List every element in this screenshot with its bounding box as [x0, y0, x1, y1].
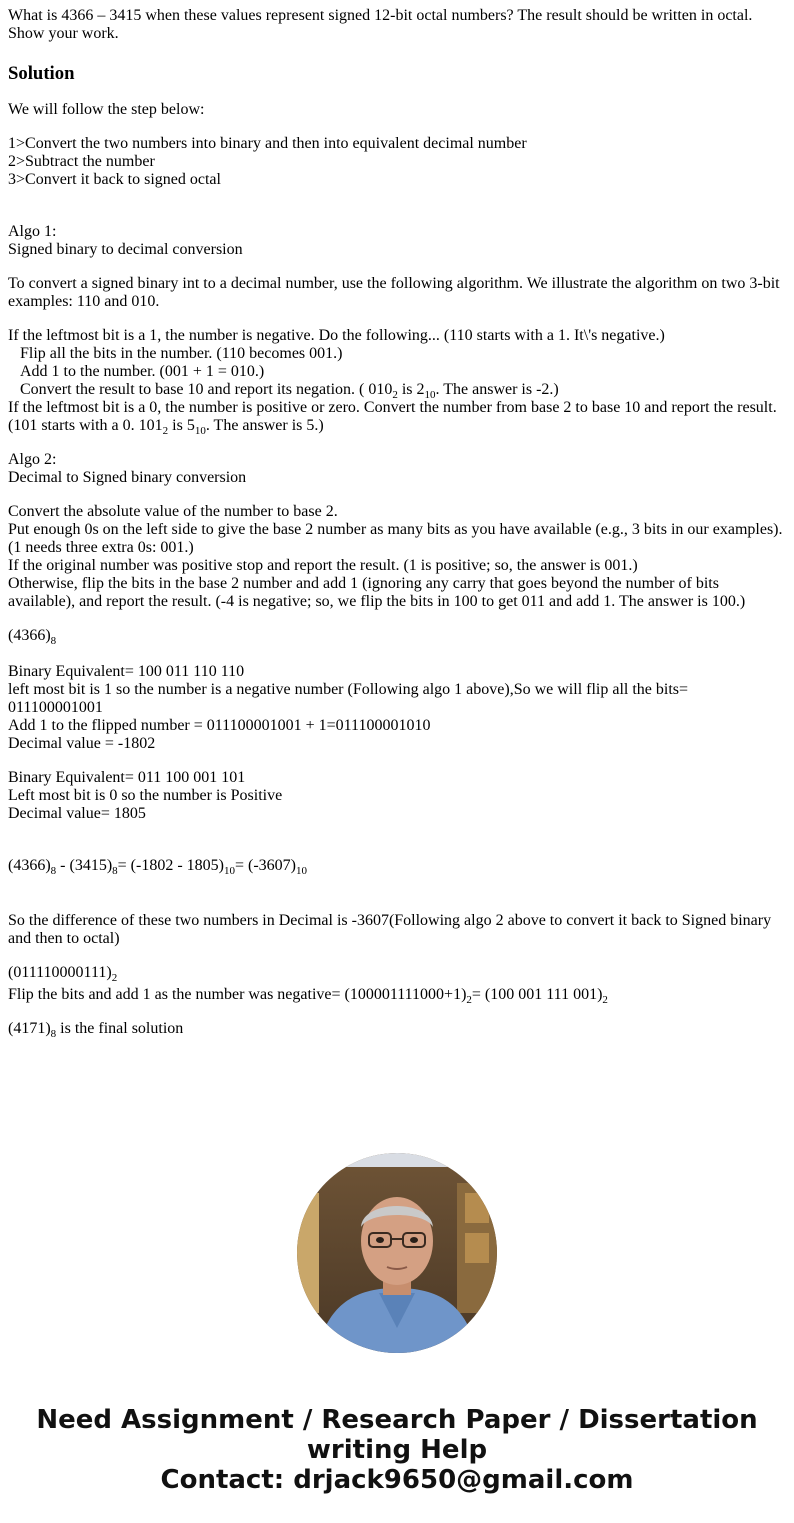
algo2-title: Decimal to Signed binary conversion	[8, 469, 247, 486]
banner-line: writing Help	[306, 1435, 488, 1465]
algo1-step-flip: Flip all the bits in the number. (110 becomes 001.)	[20, 345, 343, 362]
flip-line: Flip the bits and add 1 as the number was negative= $(100001111000+1)_2= (100$ 001 111 $001)_2$	[8, 986, 608, 1006]
algo2-lines	[8, 503, 786, 611]
number1-label: $(4366)_8$	[8, 627, 57, 647]
banner-line: Need Assignment / Research Paper / Dissertation	[36, 1405, 758, 1435]
work-line: left most bit is 1 so the number is a negative number (Following algo 1 above),So we will flip all the bits= 011100001001	[8, 681, 689, 716]
work-line: Add 1 to the flipped number = 011100001001 + 1=011100001010	[8, 717, 431, 734]
author-photo	[297, 1153, 497, 1353]
final-solution: $(4171)_8$ is the final solution	[8, 1020, 184, 1040]
step-item: 2>Subtract the number	[8, 153, 155, 170]
algo1-label: Algo 1:	[8, 223, 57, 240]
work-line: Decimal value = -1802	[8, 735, 156, 752]
algo2-heading	[8, 451, 786, 487]
work-line: Binary Equivalent= 100 011 110 110	[8, 663, 245, 680]
algo1-step-negation: Convert the result to base 10 and report its negation. ( $010_2$ is $2_{10}$. The answer is -2.)	[20, 381, 559, 401]
solution-heading: Solution	[8, 63, 75, 84]
subtraction-equation: $(4366)_8 - (3415)_8= (-1802 - 1805)_{10}= (-3607)_{10}$	[8, 857, 307, 877]
contact-banner	[0, 1405, 794, 1495]
number2-work	[8, 769, 786, 823]
difference-text: So the difference of these two numbers in Decimal is -3607(Following algo 2 above to convert it back to Signed binary and then to octal)	[8, 912, 772, 947]
number1-work	[8, 663, 786, 753]
author-avatar	[297, 1153, 497, 1353]
binary-result: $(011110000111)_2$	[8, 964, 118, 984]
work-line: Left most bit is 0 so the number is Positive	[8, 787, 283, 804]
step-item: 1>Convert the two numbers into binary and then into equivalent decimal number	[8, 135, 527, 152]
intro-text: We will follow the step below:	[8, 101, 205, 118]
algo1-heading	[8, 223, 786, 259]
step-item: 3>Convert it back to signed octal	[8, 171, 221, 188]
algo2-line: Otherwise, flip the bits in the base 2 number and add 1 (ignoring any carry that goes beyond the number of bits available), and report the result. (-4 is negative; so, we flip the bits in 100 to get 011 and add 1. The answer is 100.)	[8, 575, 746, 610]
document-body	[8, 7, 786, 1038]
algo2-label: Algo 2:	[8, 451, 57, 468]
work-line: Binary Equivalent= 011 100 001 101	[8, 769, 246, 786]
algo1-step-add: Add 1 to the number. (001 + 1 = 010.)	[20, 363, 265, 380]
banner-contact: Contact: drjack9650@gmail.com	[160, 1465, 634, 1495]
algo2-line: Convert the absolute value of the number to base 2.	[8, 503, 338, 520]
question-text: What is 4366 – 3415 when these values represent signed 12-bit octal numbers? The result should be written in octal. Show your work.	[8, 7, 753, 42]
algo1-description: To convert a signed binary int to a decimal number, use the following algorithm. We illustrate the algorithm on two 3-bit examples: 110 and 010.	[8, 275, 780, 310]
algo1-negative-rule: If the leftmost bit is a 1, the number is negative. Do the following... (110 starts with a 1. It\'s negative.)	[8, 327, 665, 344]
algo1-positive-rule: If the leftmost bit is a 0, the number is positive or zero. Convert the number from base 2 to base 10 and report the result. (101 starts with a 0. $101_2$ is $5_{10}$. The answer is 5.)	[8, 399, 777, 437]
algo1-title: Signed binary to decimal conversion	[8, 241, 243, 258]
algo2-line: Put enough 0s on the left side to give the base 2 number as many bits as you have available (e.g., 3 bits in our examples). (1 needs three extra 0s: 001.)	[8, 521, 783, 556]
algo1-rules	[8, 327, 786, 435]
algo2-line: If the original number was positive stop and report the result. (1 is positive; so, the answer is 001.)	[8, 557, 638, 574]
work-line: Decimal value= 1805	[8, 805, 146, 822]
steps-list	[8, 135, 786, 189]
